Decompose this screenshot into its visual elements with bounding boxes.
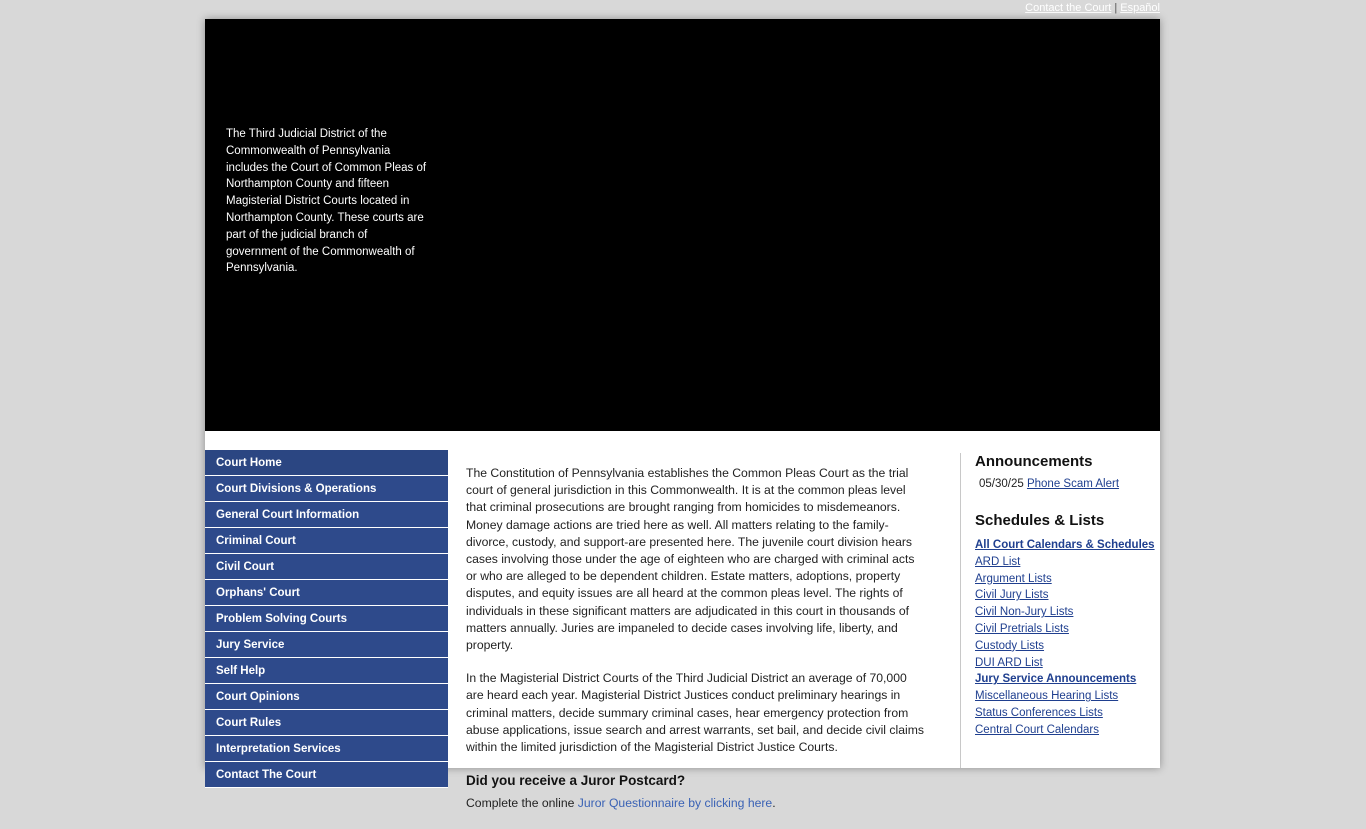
link-dui-ard-list[interactable]: DUI ARD List	[975, 656, 1043, 669]
topbar-separator: |	[1114, 2, 1118, 14]
intro-paragraph-1: The Constitution of Pennsylvania establishes the Common Pleas Court as the trial court of general jurisdiction in this Commonwealth. It is at the common pleas level that criminal prosecutions are brought ranging from homicides to misdemeanors. Money damage actions are tried here as well. All matters relating to the family-divorce, custody, and support-are presented here. The juvenile court division hears cases involving those under the age of eighteen who are charged with criminal acts or who are alleged to be dependent children. Estate matters, adoptions, property disputes, and equity issues are all heard at the common pleas level. The rights of individuals in these significant matters are adjudicated in this court in thousands of matters annually. Juries are impaneled to decide cases involving life, liberty, and property.	[466, 466, 915, 653]
sidebar-item-court-opinions[interactable]: Court Opinions	[205, 684, 448, 710]
link-argument-lists[interactable]: Argument Lists	[975, 572, 1052, 585]
right-sidebar	[960, 453, 1160, 768]
phone-scam-alert-link[interactable]: Phone Scam Alert	[1026, 478, 1120, 490]
sidebar-item-contact-the-court[interactable]: Contact The Court	[205, 762, 448, 788]
sidebar-item-jury-service[interactable]: Jury Service	[205, 632, 448, 658]
sidebar-item-general-court-information[interactable]: General Court Information	[205, 502, 448, 528]
link-status-conferences-lists[interactable]: Status Conferences Lists	[975, 706, 1103, 719]
main-content	[466, 465, 926, 829]
sidebar-item-court-home[interactable]: Court Home	[205, 450, 448, 476]
juror-postcard-heading: Did you receive a Juror Postcard?	[466, 773, 686, 789]
announcement-date: 05/30/25	[979, 478, 1024, 490]
link-civil-pretrials-lists[interactable]: Civil Pretrials Lists	[975, 622, 1069, 635]
sidebar-item-self-help[interactable]: Self Help	[205, 658, 448, 684]
top-utility-bar	[0, 0, 1366, 18]
sidebar-navigation	[205, 450, 448, 788]
announcement-item	[979, 478, 1160, 490]
site-container	[205, 19, 1160, 811]
announcements-heading: Announcements	[975, 453, 1093, 470]
sidebar-item-orphans-court[interactable]: Orphans' Court	[205, 580, 448, 606]
juror-questionnaire-link[interactable]: Juror Questionnaire by clicking here	[577, 796, 773, 811]
link-jury-service-announcements[interactable]: Jury Service Announcements	[975, 673, 1137, 686]
hero-banner	[205, 19, 1160, 431]
link-custody-lists[interactable]: Custody Lists	[975, 639, 1045, 652]
link-civil-non-jury-lists[interactable]: Civil Non-Jury Lists	[975, 606, 1074, 619]
link-miscellaneous-hearing-lists[interactable]: Miscellaneous Hearing Lists	[975, 690, 1119, 703]
juror-text-prefix: Complete the online	[466, 796, 578, 811]
juror-text-suffix: .	[772, 796, 776, 811]
link-ard-list[interactable]: ARD List	[975, 555, 1021, 568]
contact-the-court-link[interactable]: Contact the Court	[1025, 2, 1112, 14]
content-area	[205, 431, 1160, 811]
banner-description: The Third Judicial District of the Commonwealth of Pennsylvania includes the Court of Common Pleas of Northampton County and fifteen Magisterial District Courts located in Northampton County. These courts are part of the judicial branch of government of the Commonwealth of Pennsylvania.	[226, 128, 427, 275]
sidebar-item-civil-court[interactable]: Civil Court	[205, 554, 448, 580]
sidebar-item-criminal-court[interactable]: Criminal Court	[205, 528, 448, 554]
intro-paragraph-2: In the Magisterial District Courts of the Third Judicial District an average of 70,000 are heard each year. Magisterial District Justices conduct preliminary hearings in criminal matters, decide summary criminal cases, hear emergency protection from abuse applications, issue search and arrest warrants, set bail, and decide civil claims within the limited jurisdiction of the Magisterial District Justice Courts.	[466, 671, 924, 755]
sidebar-item-problem-solving-courts[interactable]: Problem Solving Courts	[205, 606, 448, 632]
sidebar-item-court-divisions-operations[interactable]: Court Divisions & Operations	[205, 476, 448, 502]
espanol-link[interactable]: Español	[1120, 2, 1160, 14]
sidebar-item-court-rules[interactable]: Court Rules	[205, 710, 448, 736]
juror-postcard-text	[466, 795, 926, 812]
schedules-lists-heading: Schedules & Lists	[975, 512, 1105, 529]
link-civil-jury-lists[interactable]: Civil Jury Lists	[975, 589, 1049, 602]
link-all-court-calendars-schedules[interactable]: All Court Calendars & Schedules	[975, 539, 1155, 551]
link-central-court-calendars[interactable]: Central Court Calendars	[975, 723, 1100, 736]
sidebar-item-interpretation-services[interactable]: Interpretation Services	[205, 736, 448, 762]
